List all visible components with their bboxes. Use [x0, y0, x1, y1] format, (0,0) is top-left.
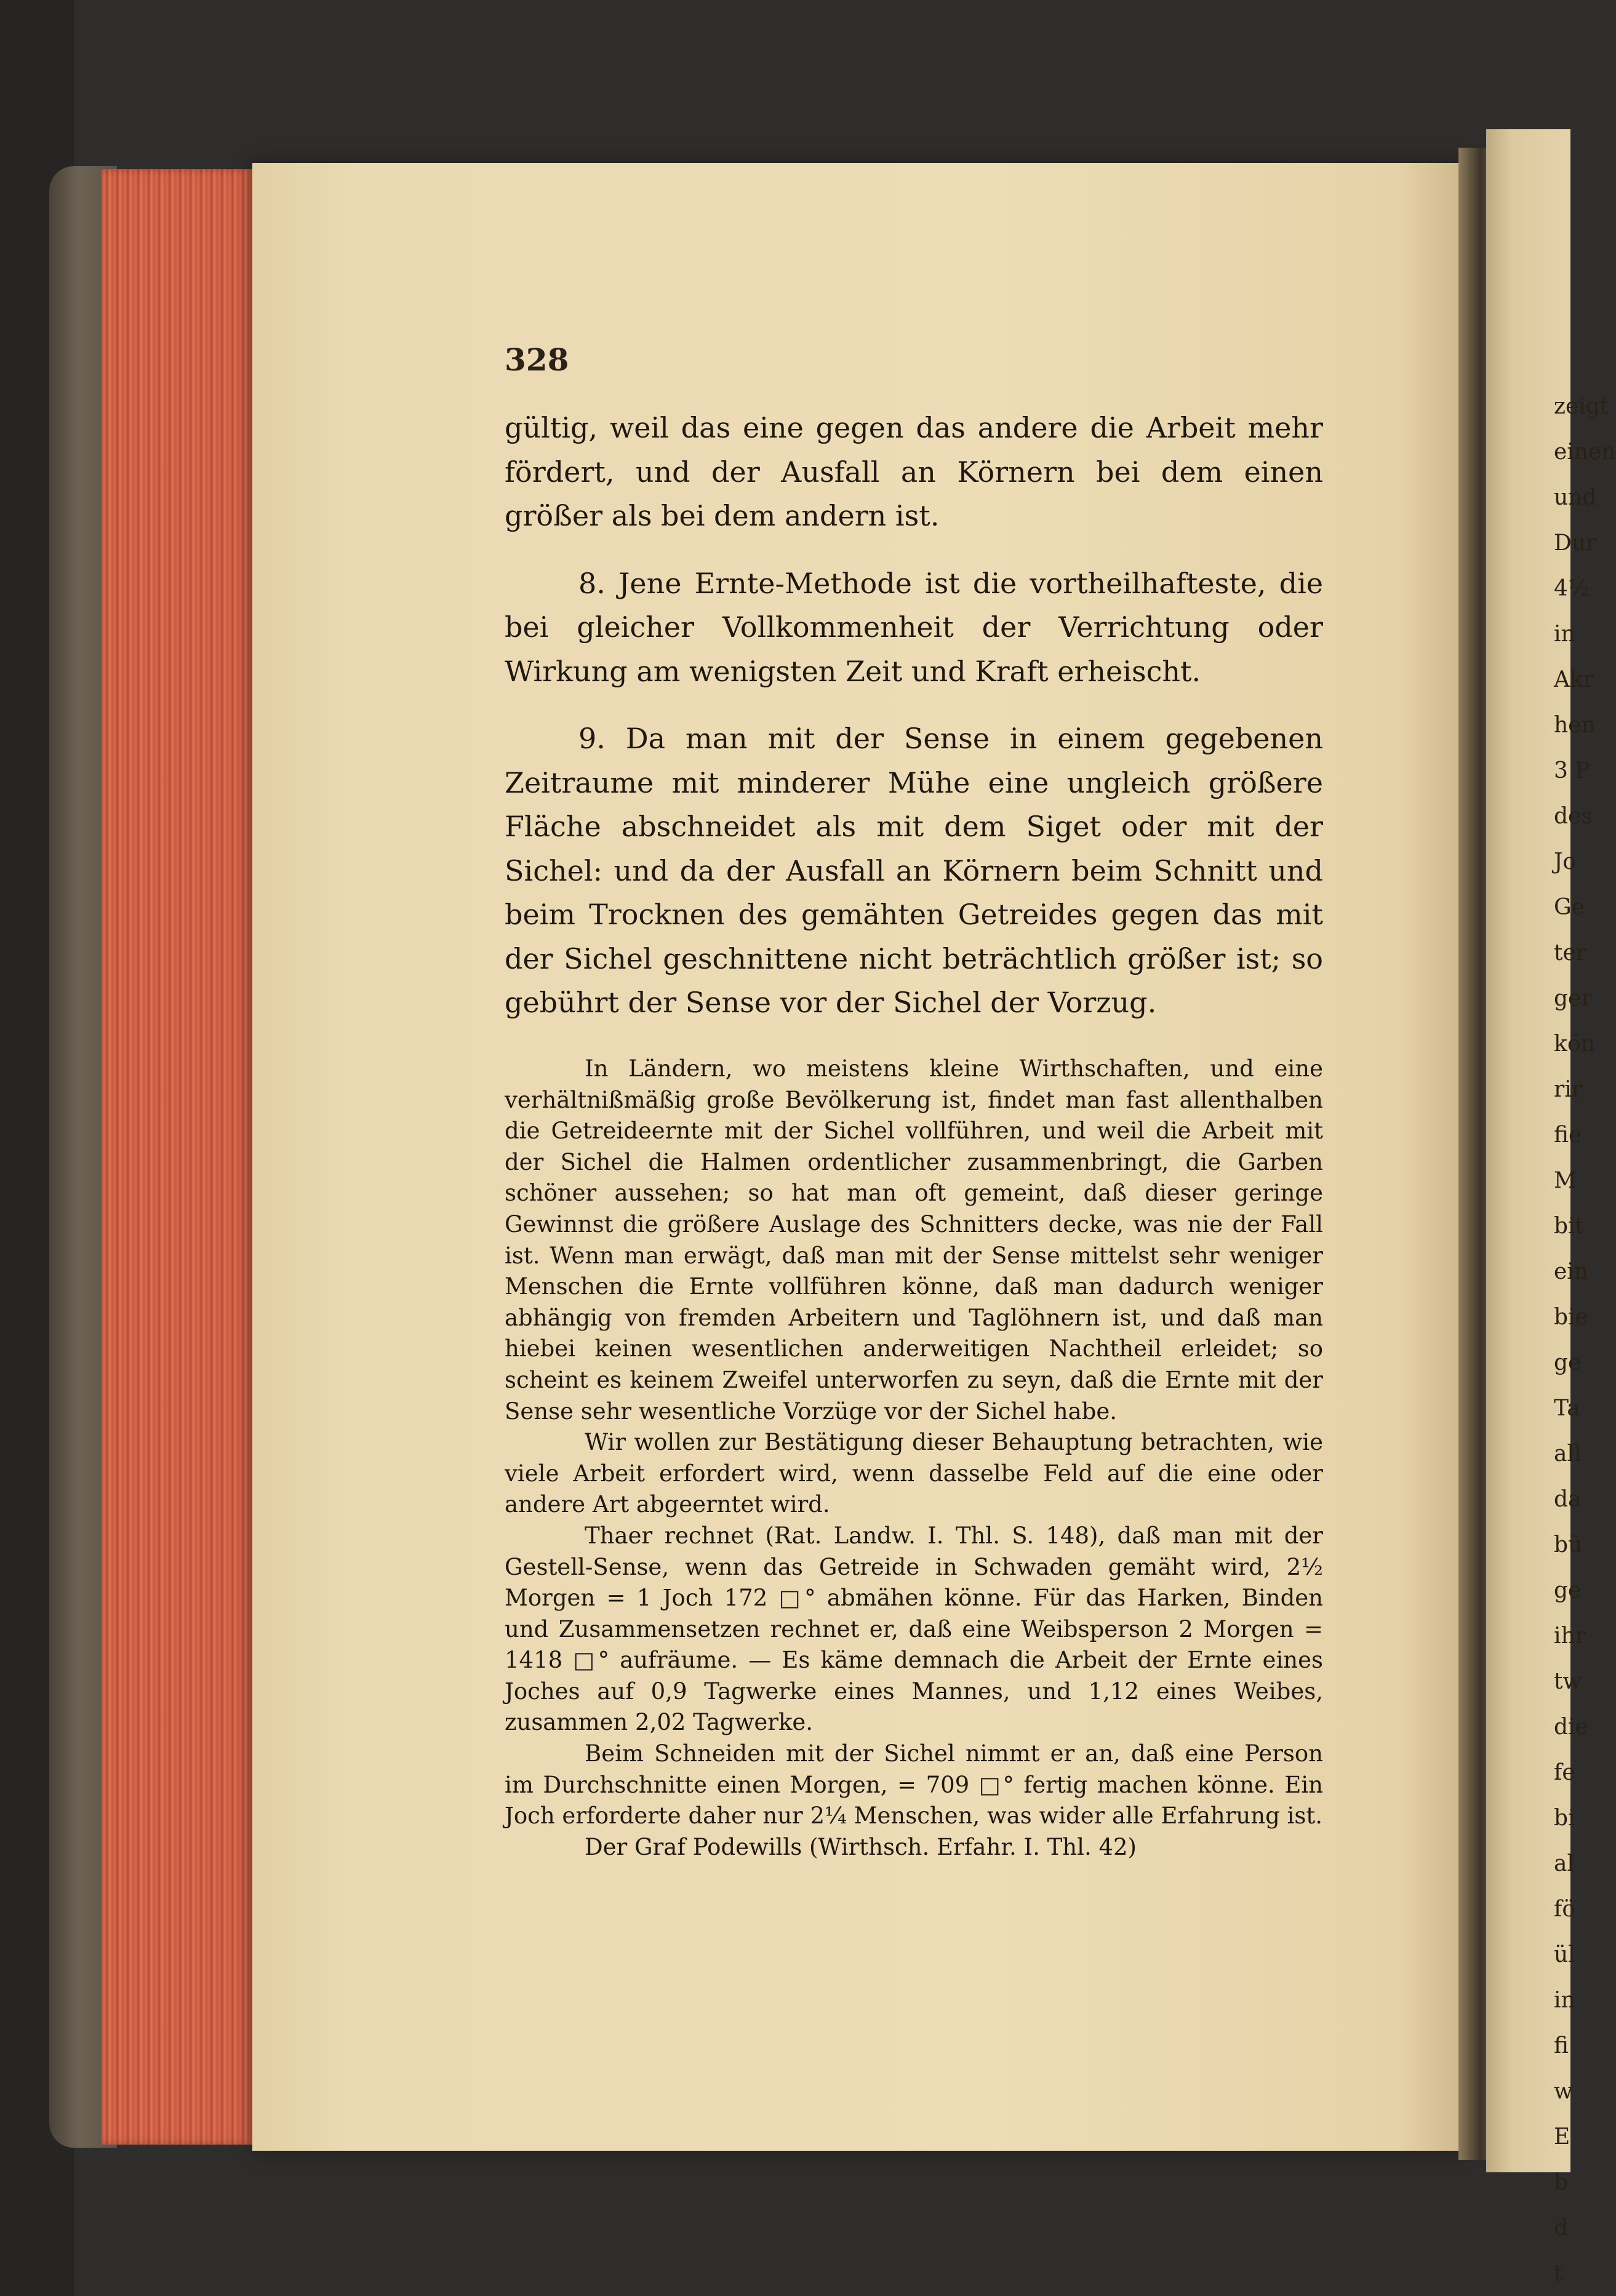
facing-page-fragment: in — [1554, 622, 1575, 647]
facing-page-fragment: in — [1554, 1988, 1575, 2013]
annotation-text — [505, 1054, 1323, 1863]
facing-page-fragment: des — [1554, 804, 1593, 829]
facing-page-fragment: fö — [1554, 1897, 1575, 1922]
facing-page-fragment: zeigt — [1554, 394, 1609, 419]
facing-page-fragment: da — [1554, 1487, 1582, 1512]
facing-page-fragment: Ge — [1554, 895, 1585, 920]
facing-page-fragment: ein — [1554, 1259, 1589, 1284]
annotation-paragraph: Wir wollen zur Bestätigung dieser Behauptung betrachten, wie viele Arbeit erfordert wird, wenn dasselbe Feld auf die eine oder andere Art abgeerntet wird. — [505, 1429, 1323, 1518]
page-edges — [102, 169, 255, 2145]
paragraph-rule-8: 8. Jene Ernte-Methode ist die vortheilhafteste, die bei gleicher Vollkommenheit der Verrichtung oder Wirkung am wenigsten Zeit und Kraft erheischt. — [505, 566, 1323, 688]
annotation-paragraph: Thaer rechnet (Rat. Landw. I. Thl. S. 148), daß man mit der Gestell-Sense, wenn das Getreide in Schwaden gemäht wird, 2½ Morgen = 1 Joch 172 □° abmähen könne. Für das Harken, Binden und Zusammensetzen rechnet er, daß eine Weibsperson 2 Morgen = 1418 □° aufräume. — Es käme demnach die Arbeit der Ernte eines Joches auf 0,9 Tagwerke eines Mannes, und 1,12 eines Weibes, zusammen 2,02 Tagwerke. — [505, 1522, 1323, 1736]
facing-page-fragment: ül — [1554, 1942, 1575, 1967]
facing-page-fragment: E — [1554, 2124, 1570, 2150]
facing-page-fragment: fie — [1554, 1122, 1582, 1148]
facing-page-fragment: tw — [1554, 1669, 1582, 1694]
facing-page-fragment: Ta — [1554, 1396, 1580, 1421]
annotation-paragraph-last: Der Graf Podewills (Wirthsch. Erfahr. I. Thl. 42) — [585, 1833, 1137, 1860]
paragraph-rule-9: 9. Da man mit der Sense in einem gegebenen Zeitraume mit minderer Mühe eine ungleich größere Fläche abschneidet als mit dem Siget oder mit der Sichel: und da der Ausfall an Körnern beim Schnitt und beim Trocknen des gemähten Getreides gegen das mit der Sichel geschnittene nicht beträchtlich größer ist; so gebührt der Sense vor der Sichel der Vorzug. — [505, 722, 1323, 1019]
facing-page-fragment: fi — [1554, 2033, 1569, 2058]
facing-page-fragment: al — [1554, 1851, 1574, 1876]
facing-page-fragment: kön — [1554, 1031, 1595, 1057]
facing-page-fragment: hen — [1554, 713, 1596, 738]
facing-page-fragment: d — [1554, 2215, 1569, 2241]
facing-page-fragment: ger — [1554, 986, 1592, 1011]
annotation-paragraph: Beim Schneiden mit der Sichel nimmt er an, daß eine Person im Durchschnitte einen Morgen, = 709 □° fertig machen könne. Ein Joch erforderte daher nur 2¼ Menschen, was wider alle Erfahrung ist. — [505, 1740, 1323, 1830]
paragraph-continued: gültig, weil das eine gegen das andere die Arbeit mehr fördert, und der Ausfall an Körnern bei dem einen größer als bei dem andern ist. — [505, 411, 1323, 532]
facing-page-fragment: ter — [1554, 940, 1586, 966]
facing-page-fragment: rir — [1554, 1077, 1582, 1102]
main-text — [505, 406, 1323, 1025]
facing-page-fragment: die — [1554, 1714, 1588, 1740]
facing-page-fragment: t — [1554, 2261, 1563, 2286]
facing-page-fragment: einen — [1554, 439, 1616, 465]
facing-page-fragment: b — [1554, 2170, 1569, 2195]
facing-page-fragment: bü — [1554, 1532, 1583, 1558]
facing-page-fragment: all — [1554, 1441, 1582, 1466]
page-number: 328 — [505, 342, 569, 378]
facing-page-fragment: ge — [1554, 1350, 1582, 1375]
annotation-paragraph: In Ländern, wo meistens kleine Wirthschaften, und eine verhältnißmäßig große Bevölkerung ist, findet man fast allenthalben die Getreideernte mit der Sichel vollführen, und weil die Arbeit mit der Sichel die Halmen ordentlicher zusammenbringt, die Garben schöner aussehen; so hat man oft gemeint, daß dieser geringe Gewinnst die größere Auslage des Schnitters decke, was nie der Fall ist. Wenn man erwägt, daß man mit der Sense mittelst sehr weniger Menschen die Ernte vollführen könne, daß man dadurch weniger abhängig von fremden Arbeitern und Taglöhnern ist, und daß man hiebei keinen wesentlichen anderweitigen Nachtheil erleidet; so scheint es keinem Zweifel unterworfen zu seyn, daß die Ernte mit der Sense sehr wesentliche Vorzüge vor der Sichel habe. — [505, 1055, 1323, 1425]
facing-page-fragment: ihr — [1554, 1623, 1586, 1649]
facing-page-fragment: fe — [1554, 1760, 1575, 1785]
facing-page-fragment: und — [1554, 485, 1597, 510]
facing-page-fragment: 3 P — [1554, 758, 1590, 783]
facing-page-fragment: Jo — [1554, 849, 1577, 874]
facing-page-fragment: M — [1554, 1168, 1577, 1193]
facing-page-fragment: bi — [1554, 1806, 1575, 1831]
facing-page-fragment: bit — [1554, 1214, 1585, 1239]
facing-page-fragment: Akr — [1554, 667, 1594, 692]
facing-page-fragment: w — [1554, 2079, 1573, 2104]
facing-page-fragment: ge — [1554, 1578, 1582, 1603]
facing-page-fragment: bie — [1554, 1305, 1588, 1330]
facing-page-fragment: 4½ — [1554, 576, 1590, 601]
facing-page-fragment: Dur — [1554, 530, 1597, 556]
